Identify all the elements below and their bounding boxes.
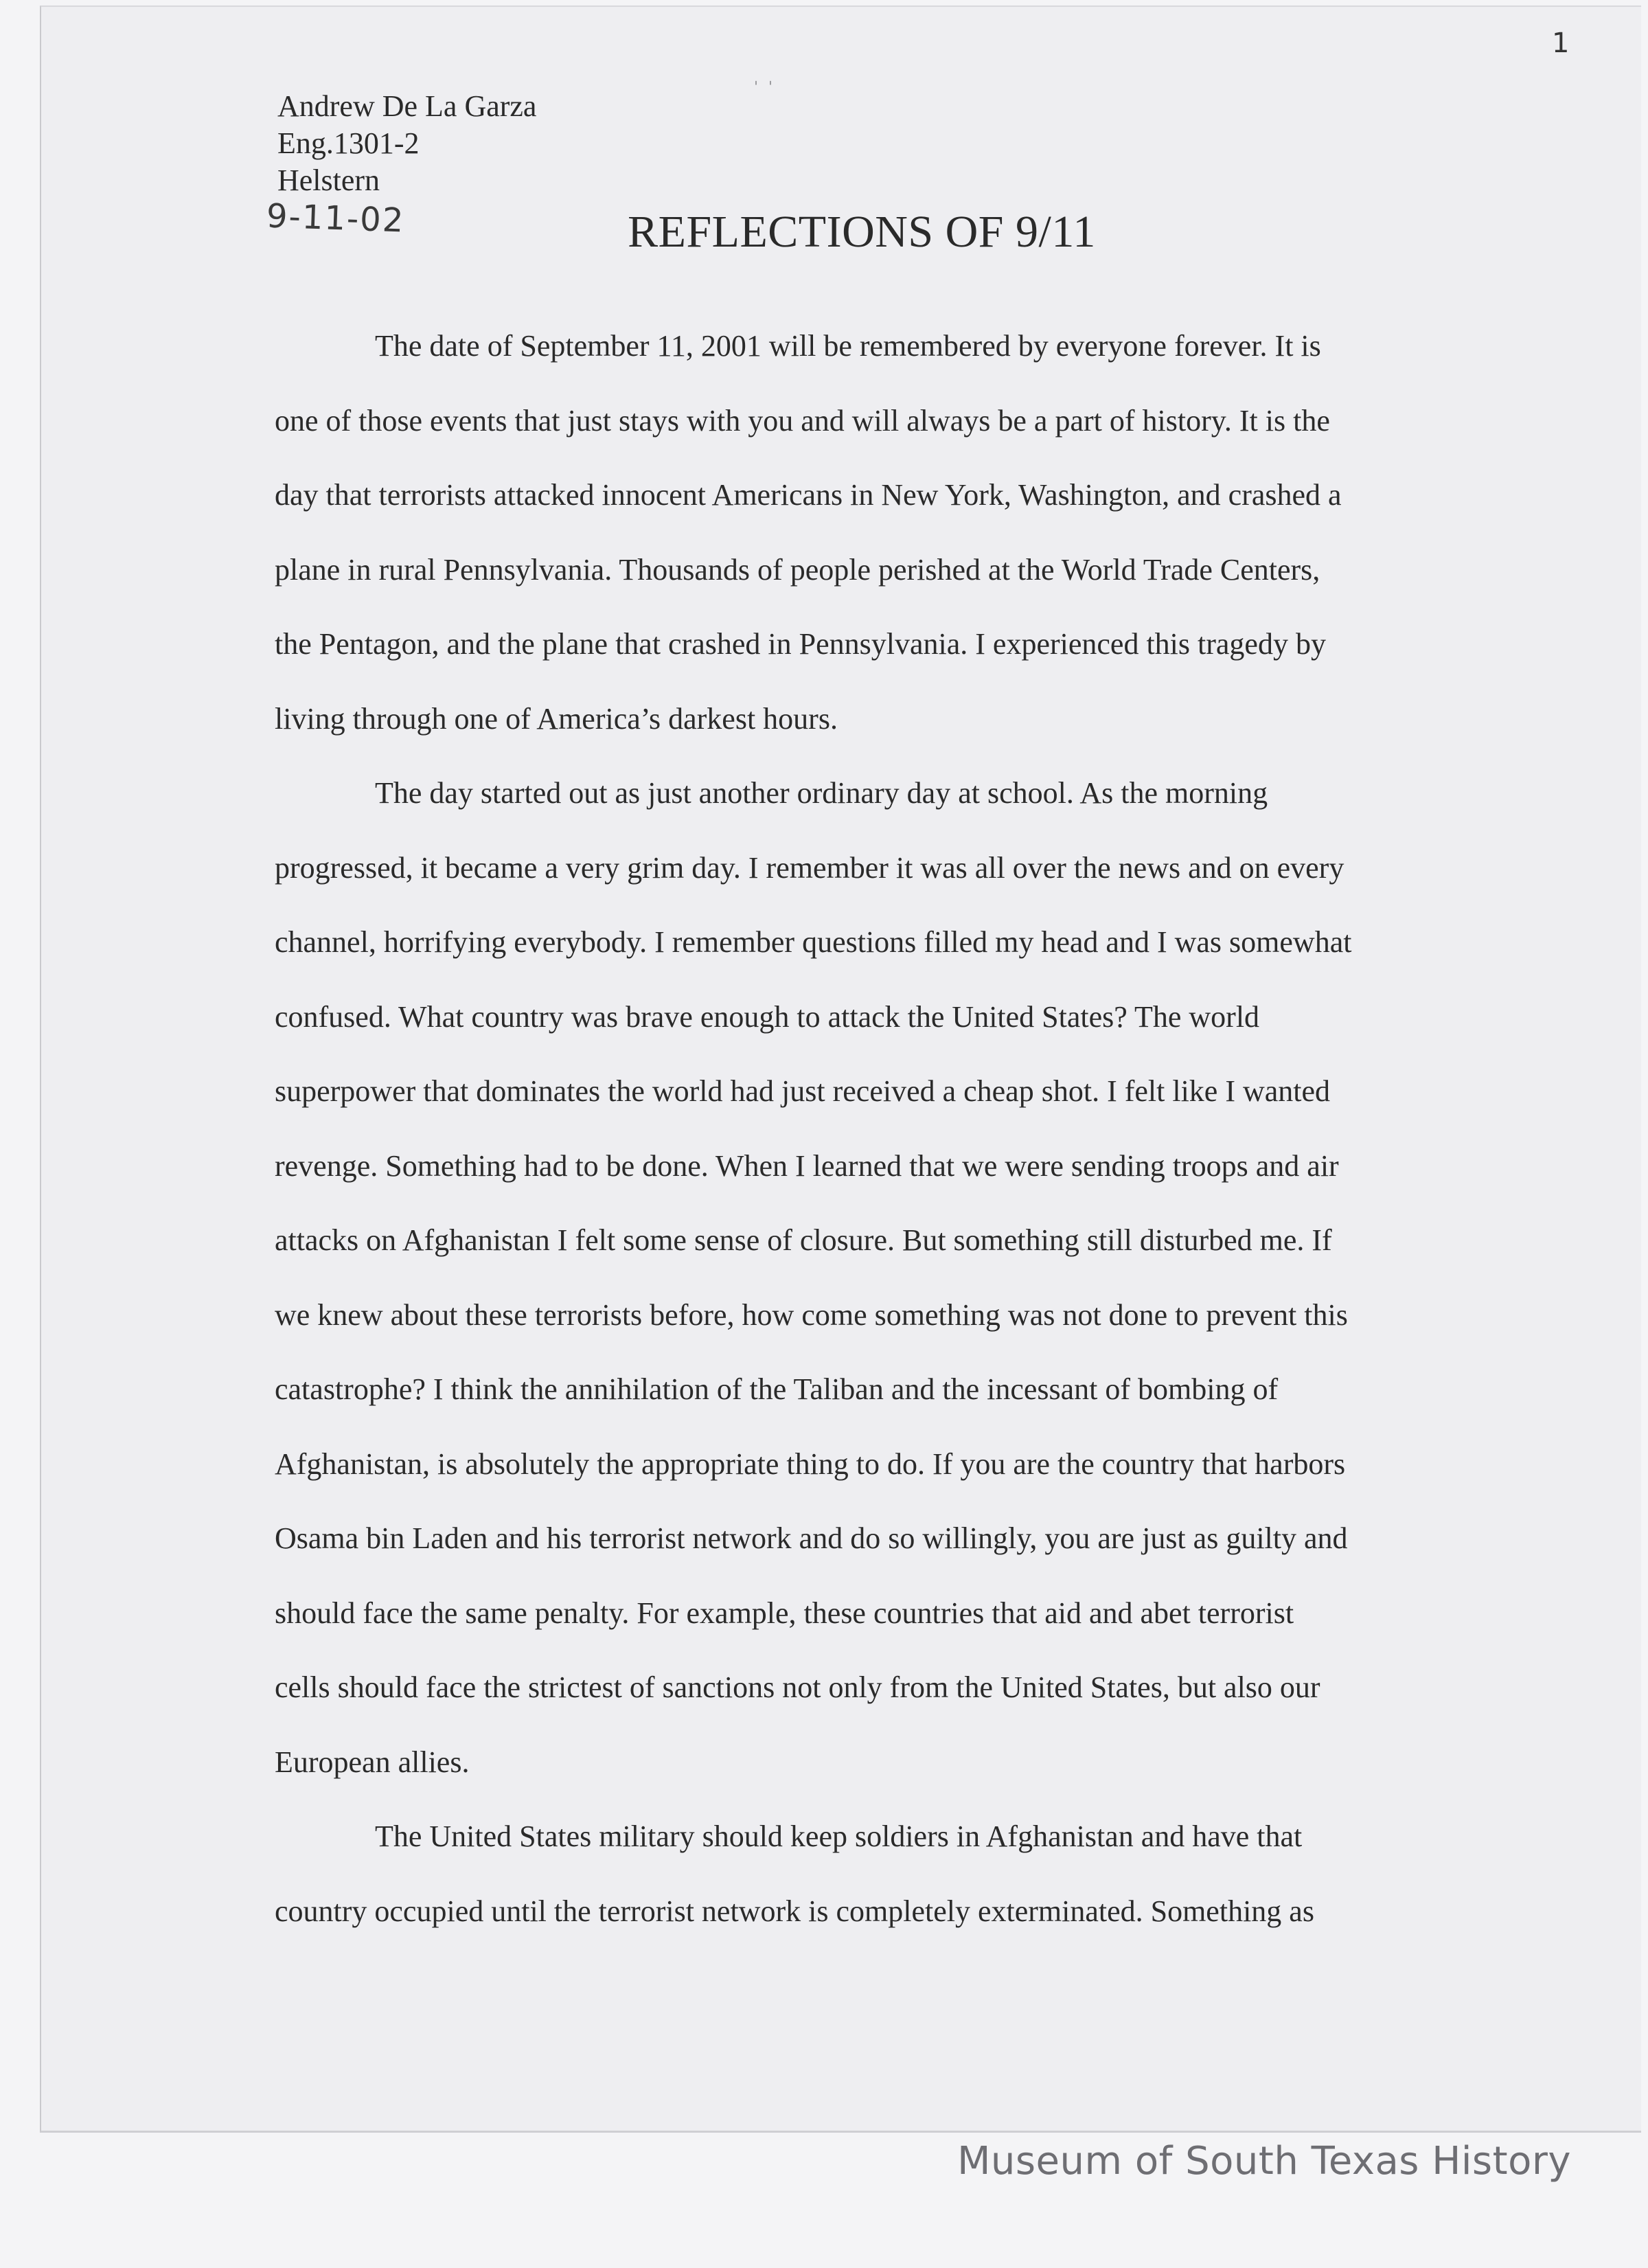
text-line: country occupied until the terrorist network is completely exterminated. Something as — [275, 1894, 1314, 1928]
essay-body — [275, 309, 1442, 1949]
text-line: attacks on Afghanistan I felt some sense of closure. But something still disturbed me. If — [275, 1223, 1332, 1257]
text-line: day that terrorists attacked innocent Americans in New York, Washington, and crashed a — [275, 478, 1342, 512]
text-line: revenge. Something had to be done. When I learned that we were sending troops and air — [275, 1148, 1339, 1183]
text-line: plane in rural Pennsylvania. Thousands of people perished at the World Trade Centers, — [275, 552, 1320, 587]
instructor-name: Helstern — [277, 163, 380, 197]
text-line: superpower that dominates the world had just received a cheap shot. I felt like I wanted — [275, 1074, 1331, 1108]
essay-title: REFLECTIONS OF 9/11 — [628, 207, 1096, 257]
text-line: the Pentagon, and the plane that crashed in Pennsylvania. I experienced this tragedy by — [275, 627, 1326, 661]
page-number: 1 — [1552, 27, 1570, 59]
text-line: The United States military should keep soldiers in Afghanistan and have that — [375, 1819, 1303, 1853]
text-line: European allies. — [275, 1745, 470, 1779]
text-line: one of those events that just stays with you and will always be a part of history. It is the — [275, 403, 1330, 438]
text-line: The date of September 11, 2001 will be remembered by everyone forever. It is — [375, 329, 1321, 363]
museum-watermark: Museum of South Texas History — [957, 2139, 1571, 2184]
text-line: we knew about these terrorists before, how come something was not done to prevent this — [275, 1297, 1348, 1332]
text-line: The day started out as just another ordinary day at school. As the morning — [375, 776, 1268, 810]
text-line: Afghanistan, is absolutely the appropriate thing to do. If you are the country that harbors — [275, 1447, 1346, 1481]
text-line: living through one of America’s darkest hours. — [275, 701, 838, 736]
text-line: cells should face the strictest of sanctions not only from the United States, but also our — [275, 1670, 1320, 1704]
course-code: Eng.1301-2 — [277, 126, 420, 160]
text-line: Osama bin Laden and his terrorist network and do so willingly, you are just as guilty and — [275, 1521, 1348, 1555]
text-line: catastrophe? I think the annihilation of the Taliban and the incessant of bombing of — [275, 1372, 1279, 1406]
text-line: should face the same penalty. For example, these countries that aid and abet terrorist — [275, 1596, 1294, 1630]
handwritten-date: 9-11-02 — [266, 196, 406, 240]
text-line: channel, horrifying everybody. I remember questions filled my head and I was somewhat — [275, 925, 1352, 959]
scan-specks: ˈ ˈ — [752, 76, 775, 104]
text-line: confused. What country was brave enough to attack the United States? The world — [275, 999, 1260, 1034]
text-line: progressed, it became a very grim day. I remember it was all over the news and on every — [275, 850, 1344, 885]
author-name: Andrew De La Garza — [277, 89, 537, 123]
essay-header — [277, 88, 536, 199]
